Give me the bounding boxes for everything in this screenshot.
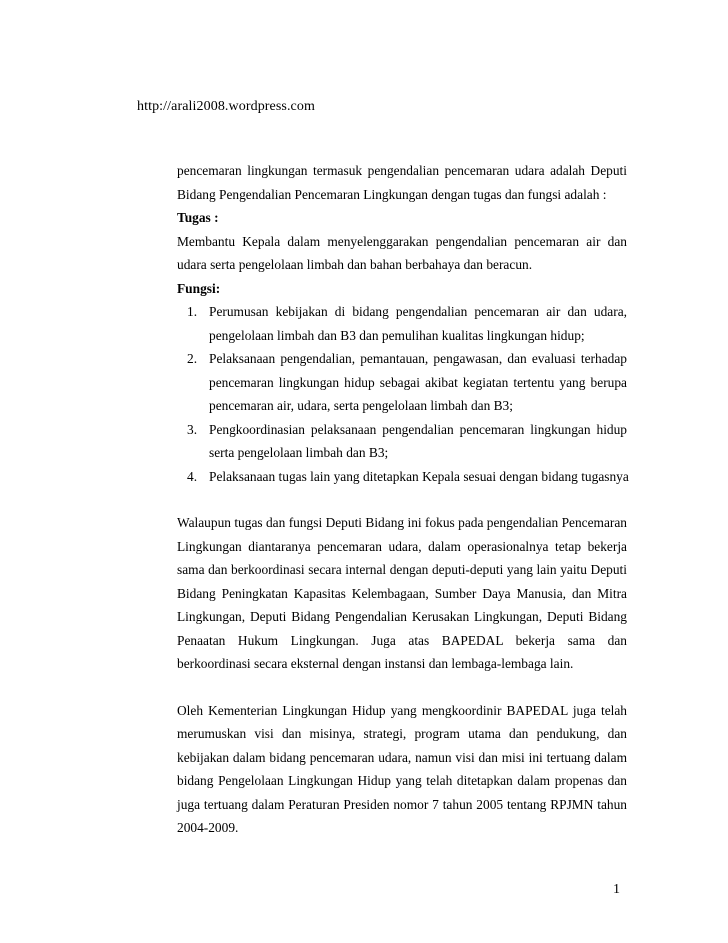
fungsi-heading: Fungsi: — [177, 280, 221, 296]
list-item — [177, 300, 627, 347]
list-item-number: 3. — [187, 421, 198, 437]
list-item-text: Perumusan kebijakan di bidang pengendalian pencemaran air dan udara, pengelolaan limbah dan B3 dan pemulihan kualitas lingkungan hidup; — [209, 304, 627, 343]
list-item-number: 2. — [187, 351, 198, 366]
paragraph-ministry: Oleh Kementerian Lingkungan Hidup yang mengkoordinir BAPEDAL juga telah merumuskan visi dan misinya, strategi, program utama dan pendukung, dan kebijakan dalam bidang pencemaran udara, namun visi dan misi ini tertuang dalam bidang Pengelolaan Lingkungan Hidup yang telah ditetapkan dalam propenas dan juga tertuang dalam Peraturan Presiden nomor 7 tahun 2005 tentang RPJMN tahun 2004-2009. — [177, 702, 627, 835]
tugas-heading: Tugas : — [177, 210, 219, 225]
header-url: http://arali2008.wordpress.com — [137, 99, 315, 114]
fungsi-list — [177, 300, 627, 488]
document-body — [177, 159, 627, 840]
list-item-number: 4. — [187, 468, 198, 484]
list-item-number: 1. — [187, 304, 198, 319]
list-item-text: Pelaksanaan pengendalian, pemantauan, pengawasan, dan evaluasi terhadap pencemaran lingkungan hidup sebagai akibat kegiatan tertentu yang berupa pencemaran air, udara, serta pengelolaan limbah dan B3; — [209, 351, 627, 413]
intro-paragraph: pencemaran lingkungan termasuk pengendalian pencemaran udara adalah Deputi Bidang Pengendalian Pencemaran Lingkungan dengan tugas dan fungsi adalah : — [177, 163, 627, 202]
list-item — [177, 347, 627, 418]
list-item — [177, 418, 627, 465]
page-number: 1 — [613, 882, 620, 897]
tugas-text: Membantu Kepala dalam menyelenggarakan pengendalian pencemaran air dan udara serta pengelolaan limbah dan bahan berbahaya dan beracun. — [177, 233, 627, 272]
list-item — [177, 465, 627, 489]
list-item-text: Pengkoordinasian pelaksanaan pengendalian pencemaran lingkungan hidup serta pengelolaan limbah dan B3; — [209, 421, 627, 460]
paragraph-coordination: Walaupun tugas dan fungsi Deputi Bidang ini fokus pada pengendalian Pencemaran Lingkungan diantaranya pencemaran udara, dalam operasionalnya tetap bekerja sama dan berkoordinasi secara internal dengan deputi-deputi yang lain yaitu Deputi Bidang Peningkatan Kapasitas Kelembagaan, Sumber Daya Manusia, dan Mitra Lingkungan, Deputi Bidang Pengendalian Kerusakan Lingkungan, Deputi Bidang Penaatan Hukum Lingkungan. Juga atas BAPEDAL bekerja sama dan berkoordinasi secara eksternal dengan instansi dan lembaga-lembaga lain. — [177, 515, 627, 671]
list-item-text: Pelaksanaan tugas lain yang ditetapkan Kepala sesuai dengan bidang tugasnya — [209, 468, 629, 484]
